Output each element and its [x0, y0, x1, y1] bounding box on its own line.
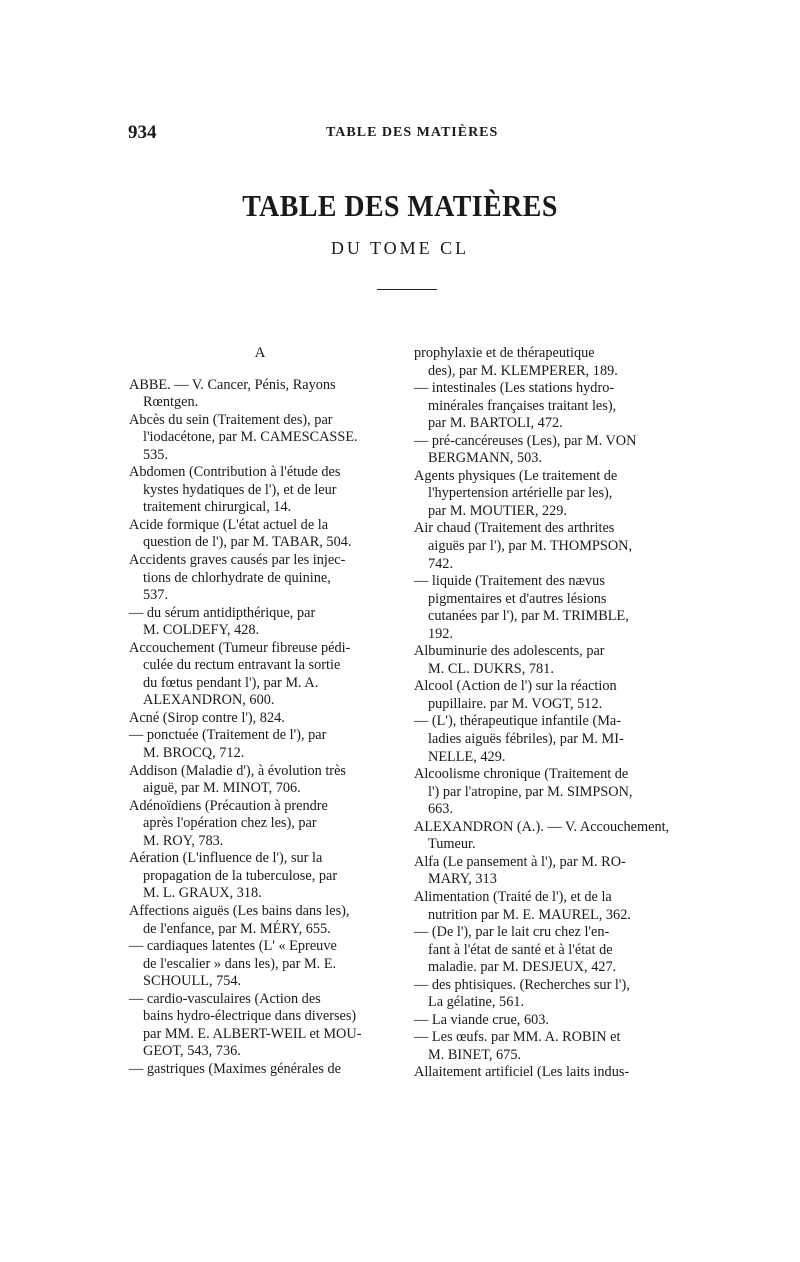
entry-line: question de l'), par M. TABAR, 504.: [143, 534, 352, 551]
entry-line: M. CL. DUKRS, 781.: [428, 660, 554, 677]
entry-line: — du sérum antidipthérique, par: [129, 604, 316, 621]
entry-line: Rœntgen.: [143, 394, 199, 411]
entry-line: — pré-cancéreuses (Les), par M. VON: [414, 432, 637, 449]
entry-line: — des phtisiques. (Recherches sur l'),: [414, 976, 630, 993]
index-entry: [129, 727, 391, 762]
entry-line: 537.: [143, 587, 169, 604]
entry-line: 663.: [428, 801, 454, 818]
right-entries: [414, 345, 676, 1082]
entry-line: Alcoolisme chronique (Traitement de: [414, 766, 629, 783]
left-entries: [129, 377, 391, 1079]
index-entry: [414, 854, 676, 889]
page-title: TABLE DES MATIÈRES: [242, 188, 558, 223]
entry-line: par M. MOUTIER, 229.: [428, 502, 567, 519]
entry-line: nutrition par M. E. MAUREL, 362.: [428, 906, 631, 923]
entry-line: minérales françaises traitant les),: [428, 397, 617, 414]
entry-line: après l'opération chez les), par: [143, 815, 317, 832]
index-entry: [414, 977, 676, 1012]
entry-line: de l'enfance, par M. MÉRY, 655.: [143, 920, 331, 937]
entry-line: M. BROCQ, 712.: [143, 745, 245, 762]
entry-line: bains hydro-électrique dans diverses): [143, 1008, 357, 1025]
index-entry: [414, 520, 676, 573]
index-entry: [129, 991, 391, 1061]
entry-line: pupillaire. par M. VOGT, 512.: [428, 695, 603, 712]
title-rule: [377, 289, 437, 290]
index-entry: [414, 766, 676, 819]
entry-line: — intestinales (Les stations hydro-: [414, 380, 615, 397]
entry-line: tions de chlorhydrate de quinine,: [143, 569, 331, 586]
entry-line: Addison (Maladie d'), à évolution très: [129, 762, 346, 779]
entry-line: Albuminurie des adolescents, par: [414, 643, 605, 660]
entry-line: Allaitement artificiel (Les laits indus-: [414, 1064, 630, 1081]
entry-line: — La viande crue, 603.: [414, 1011, 549, 1028]
entry-line: Abcès du sein (Traitement des), par: [129, 411, 333, 428]
index-entry: [414, 889, 676, 924]
entry-line: Alcool (Action de l') sur la réaction: [414, 678, 617, 695]
entry-line: maladie. par M. DESJEUX, 427.: [428, 959, 617, 976]
entry-line: prophylaxie et de thérapeutique: [414, 345, 595, 361]
right-column: [414, 345, 676, 1082]
entry-line: — ponctuée (Traitement de l'), par: [129, 727, 327, 744]
entry-line: par MM. E. ALBERT-WEIL et MOU-: [143, 1025, 362, 1042]
entry-line: propagation de la tuberculose, par: [143, 867, 338, 884]
entry-line: Tumeur.: [428, 836, 476, 853]
entry-line: 535.: [143, 446, 169, 463]
index-entry: [129, 938, 391, 991]
entry-line: 192.: [428, 625, 454, 642]
entry-line: M. BINET, 675.: [428, 1046, 522, 1063]
index-entry: [129, 552, 391, 605]
index-entry: [414, 1029, 676, 1064]
entry-line: GEOT, 543, 736.: [143, 1043, 241, 1060]
entry-line: Acné (Sirop contre l'), 824.: [129, 709, 285, 726]
entry-line: Abdomen (Contribution à l'étude des: [129, 464, 341, 481]
entry-line: M. L. GRAUX, 318.: [143, 885, 262, 902]
entry-line: l'iodacétone, par M. CAMESCASSE.: [143, 429, 358, 446]
entry-line: — Les œufs. par MM. A. ROBIN et: [414, 1029, 621, 1046]
entry-line: ALEXANDRON, 600.: [143, 692, 275, 709]
index-entry: [129, 903, 391, 938]
index-entry: [414, 345, 676, 380]
entry-line: M. COLDEFY, 428.: [143, 622, 260, 639]
index-entry: [129, 763, 391, 798]
entry-line: fant à l'état de santé et à l'état de: [428, 941, 613, 958]
entry-line: du fœtus pendant l'), par M. A.: [143, 674, 319, 691]
entry-line: Acide formique (L'état actuel de la: [129, 516, 329, 533]
entry-line: ABBE. — V. Cancer, Pénis, Rayons: [129, 376, 336, 393]
entry-line: M. ROY, 783.: [143, 832, 224, 849]
index-entry: [129, 605, 391, 640]
index-entry: [414, 924, 676, 977]
index-entry: [129, 464, 391, 517]
entry-line: Affections aiguës (Les bains dans les),: [129, 902, 350, 919]
entry-line: — liquide (Traitement des nævus: [414, 573, 605, 590]
entry-line: — cardio-vasculaires (Action des: [129, 990, 321, 1007]
entry-line: aiguës par l'), par M. THOMPSON,: [428, 538, 633, 555]
entry-line: traitement chirurgical, 14.: [143, 499, 292, 516]
entry-line: Alimentation (Traité de l'), et de la: [414, 888, 612, 905]
entry-line: par M. BARTOLI, 472.: [428, 415, 563, 432]
entry-line: Agents physiques (Le traitement de: [414, 467, 618, 484]
entry-line: MARY, 313: [428, 871, 497, 888]
index-entry: [129, 710, 391, 728]
page-number: 934: [128, 122, 157, 143]
running-head: [128, 122, 678, 144]
index-entry: [414, 433, 676, 468]
running-title: TABLE DES MATIÈRES: [326, 125, 499, 140]
entry-line: culée du rectum entravant la sortie: [143, 657, 341, 674]
entry-line: Accouchement (Tumeur fibreuse pédi-: [129, 639, 351, 656]
entry-line: SCHOULL, 754.: [143, 973, 242, 990]
entry-line: La gélatine, 561.: [428, 994, 525, 1011]
entry-line: — (De l'), par le lait cru chez l'en-: [414, 924, 610, 941]
index-entry: [129, 798, 391, 851]
entry-line: Accidents graves causés par les injec-: [129, 552, 346, 569]
entry-line: l'hypertension artérielle par les),: [428, 485, 613, 502]
entry-line: 742.: [428, 555, 454, 572]
entry-line: des), par M. KLEMPERER, 189.: [428, 362, 618, 379]
entry-line: — (L'), thérapeutique infantile (Ma-: [414, 713, 622, 730]
entry-line: kystes hydatiques de l'), et de leur: [143, 481, 337, 498]
entry-line: Adénoïdiens (Précaution à prendre: [129, 797, 328, 814]
index-entry: [414, 819, 676, 854]
index-entry: [129, 517, 391, 552]
entry-line: pigmentaires et d'autres lésions: [428, 590, 607, 607]
section-letter: A: [254, 345, 266, 361]
index-entry: [129, 850, 391, 903]
entry-line: l') par l'atropine, par M. SIMPSON,: [428, 783, 633, 800]
entry-line: aiguë, par M. MINOT, 706.: [143, 780, 301, 797]
entry-line: de l'escalier » dans les), par M. E.: [143, 955, 337, 972]
entry-line: — gastriques (Maximes générales de: [129, 1060, 342, 1077]
entry-line: ALEXANDRON (A.). — V. Accouchement,: [414, 818, 670, 835]
page-subtitle: DU TOME CL: [330, 238, 470, 258]
index-entry: [414, 468, 676, 521]
index-entry: [414, 643, 676, 678]
index-entry: [414, 1064, 676, 1082]
entry-line: Air chaud (Traitement des arthrites: [414, 520, 615, 537]
index-entry: [414, 678, 676, 713]
index-entry: [129, 377, 391, 412]
index-entry: [129, 640, 391, 710]
index-entry: [414, 380, 676, 433]
entry-line: — cardiaques latentes (L' « Epreuve: [129, 938, 337, 955]
index-entry: [129, 1061, 391, 1079]
entry-line: BERGMANN, 503.: [428, 450, 542, 467]
entry-line: ladies aiguës fébriles), par M. MI-: [428, 731, 624, 748]
index-entry: [414, 713, 676, 766]
entry-line: Aération (L'influence de l'), sur la: [129, 850, 323, 867]
entry-line: NELLE, 429.: [428, 748, 506, 765]
index-entry: [414, 573, 676, 643]
index-entry: [414, 1012, 676, 1030]
entry-line: Alfa (Le pansement à l'), par M. RO-: [414, 853, 626, 870]
entry-line: cutanées par l'), par M. TRIMBLE,: [428, 608, 629, 625]
left-column: [129, 345, 391, 1078]
index-entry: [129, 412, 391, 465]
